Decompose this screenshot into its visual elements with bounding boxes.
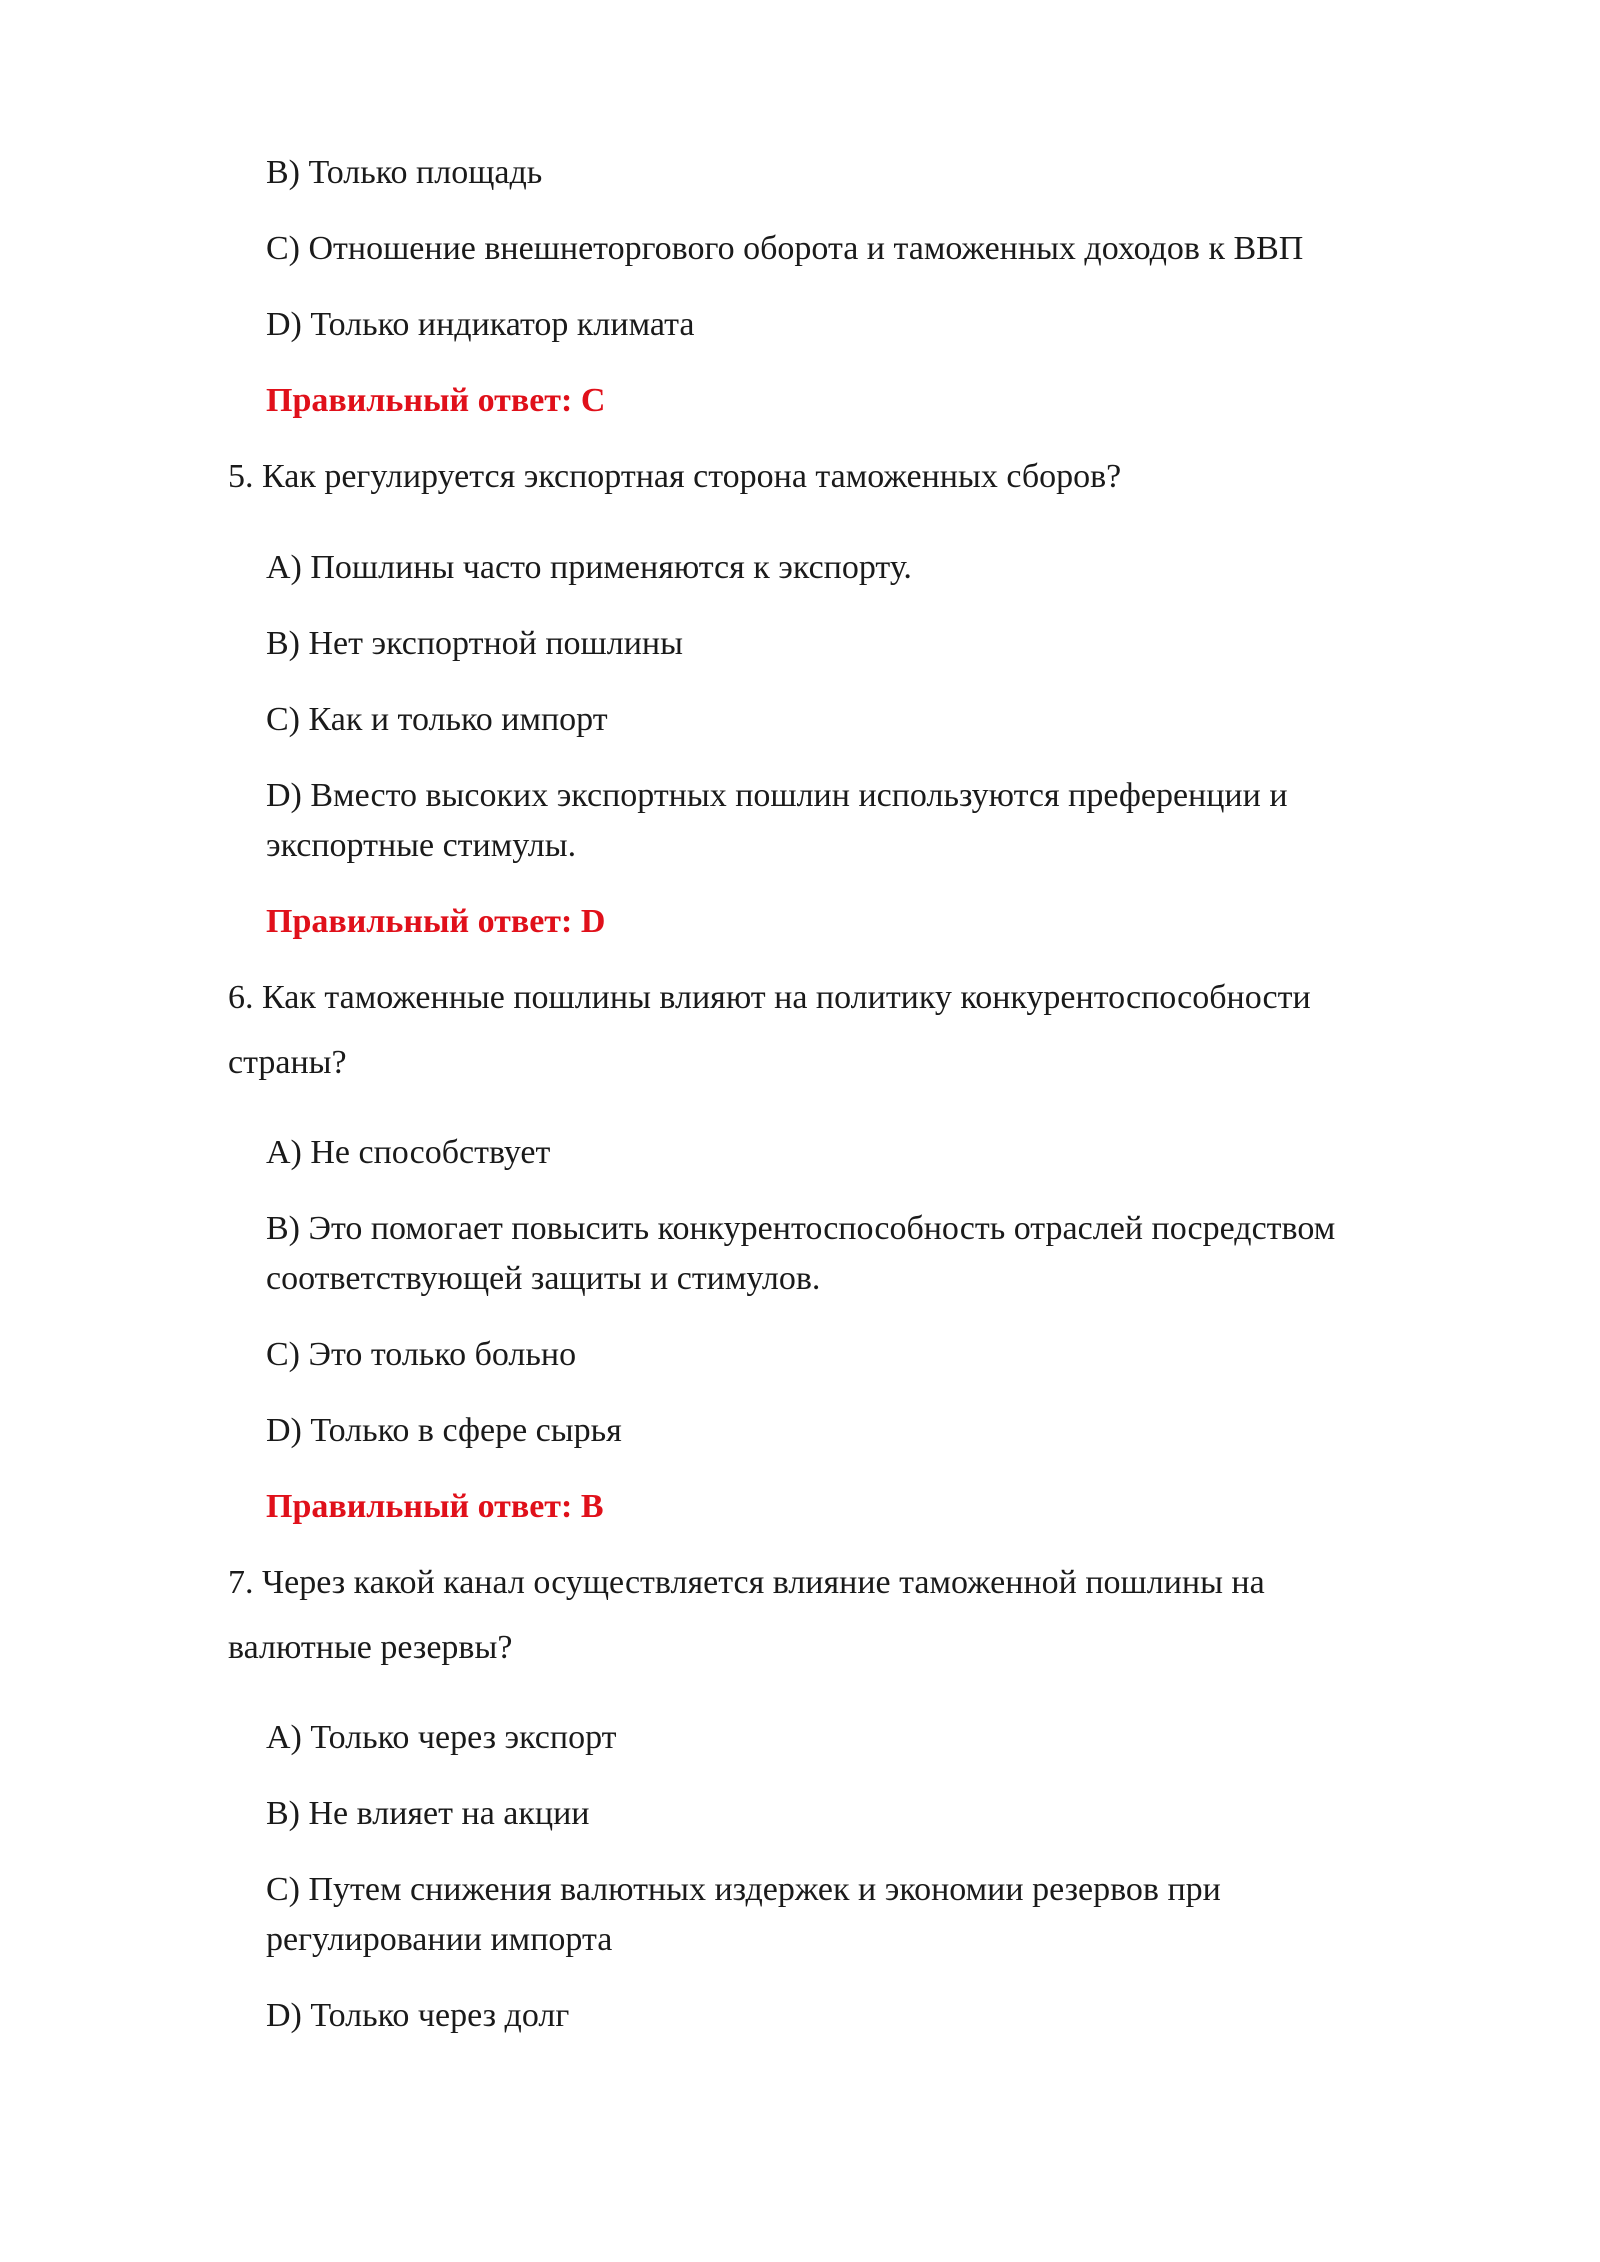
q5-correct-answer: Правильный ответ: D bbox=[266, 903, 606, 940]
q6-option-b-line2: соответствующей защиты и стимулов. bbox=[266, 1260, 821, 1297]
q7-option-c-line1: C) Путем снижения валютных издержек и экономии резервов при bbox=[266, 1871, 1221, 1908]
q7-question-line2: валютные резервы? bbox=[228, 1629, 513, 1666]
q5-option-c: C) Как и только импорт bbox=[266, 701, 608, 738]
q6-option-a: A) Не способствует bbox=[266, 1134, 551, 1171]
q7-question-line1: 7. Через какой канал осуществляется влияние таможенной пошлины на bbox=[228, 1564, 1265, 1601]
q6-correct-answer: Правильный ответ: B bbox=[266, 1488, 604, 1525]
q5-option-d-line2: экспортные стимулы. bbox=[266, 827, 577, 864]
q6-question-line1: 6. Как таможенные пошлины влияют на политику конкурентоспособности bbox=[228, 979, 1311, 1016]
q4-option-d: D) Только индикатор климата bbox=[266, 306, 695, 343]
q5-option-d-line1: D) Вместо высоких экспортных пошлин используются преференции и bbox=[266, 777, 1288, 814]
q6-option-c: C) Это только больно bbox=[266, 1336, 577, 1373]
q7-option-d: D) Только через долг bbox=[266, 1997, 570, 2034]
q5-option-b: B) Нет экспортной пошлины bbox=[266, 625, 683, 662]
q5-option-a: A) Пошлины часто применяются к экспорту. bbox=[266, 549, 912, 586]
q4-correct-answer: Правильный ответ: C bbox=[266, 382, 606, 419]
q5-question: 5. Как регулируется экспортная сторона таможенных сборов? bbox=[228, 458, 1122, 495]
q6-option-d: D) Только в сфере сырья bbox=[266, 1412, 622, 1449]
q7-option-a: A) Только через экспорт bbox=[266, 1719, 617, 1756]
q7-option-c-line2: регулировании импорта bbox=[266, 1921, 613, 1958]
q6-option-b-line1: B) Это помогает повысить конкурентоспособность отраслей посредством bbox=[266, 1210, 1336, 1247]
q6-question-line2: страны? bbox=[228, 1044, 347, 1081]
q4-option-c: C) Отношение внешнеторгового оборота и таможенных доходов к ВВП bbox=[266, 230, 1304, 267]
q7-option-b: B) Не влияет на акции bbox=[266, 1795, 590, 1832]
q4-option-b: B) Только площадь bbox=[266, 154, 543, 191]
